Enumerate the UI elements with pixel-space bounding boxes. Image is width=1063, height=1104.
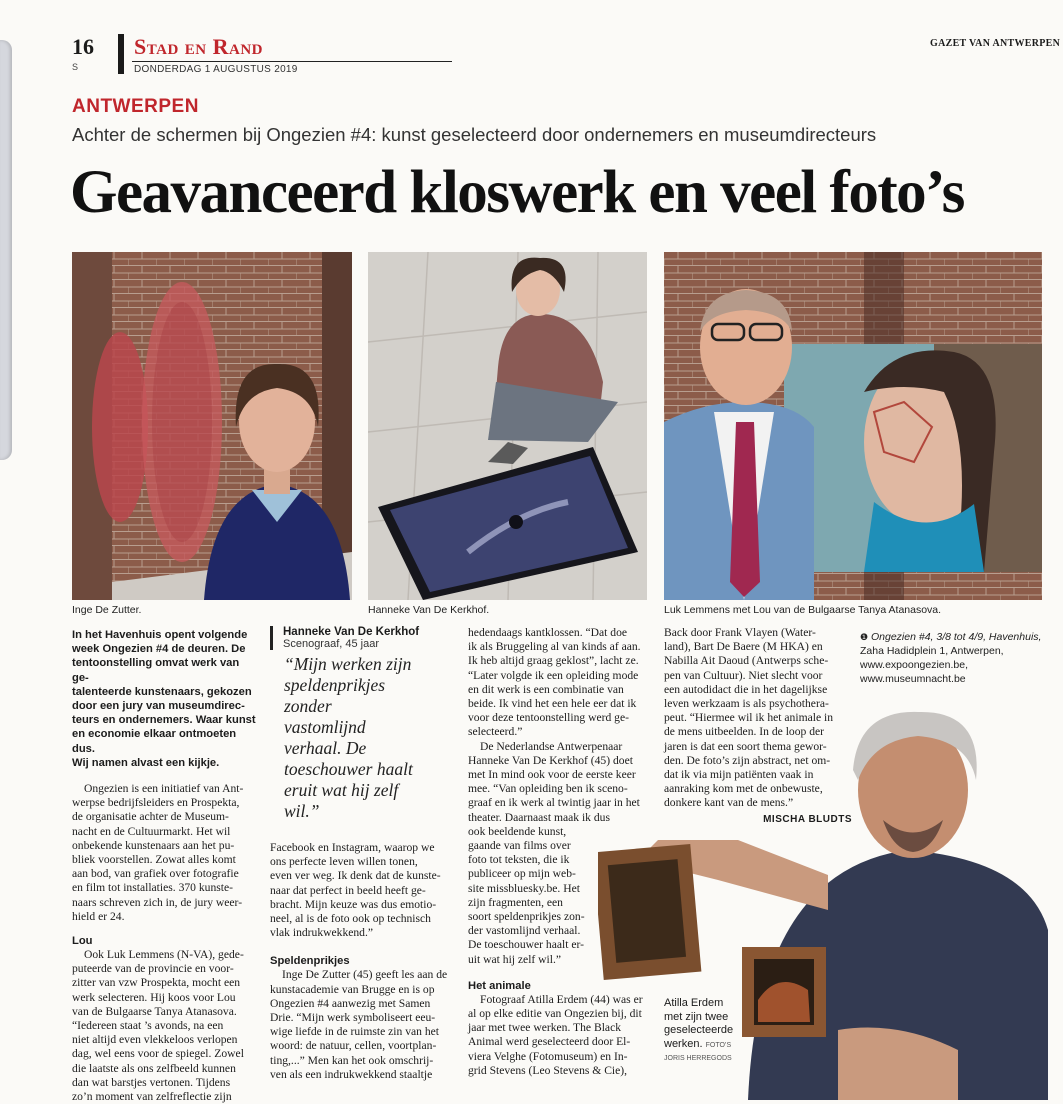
column-1 (72, 628, 256, 1104)
photo-caption-2: Hanneke Van De Kerkhof. (368, 604, 490, 616)
column-3 (468, 626, 656, 1078)
side-scroll-tab[interactable] (0, 40, 12, 460)
page-number: 16 (72, 34, 94, 59)
article-body-lou: Ook Luk Lemmens (N-VA), gede- puteerde van de provincie en voor- zitter van vzw Prospekta, mocht een werk selecteren. Hij koos voor Lou van de Bulgaarse Tanya Atanasova. “Iedereen staat ’s avonds, na een niet altijd even vlekkeloos verlopen dag, wel eens voor de spiegel. Zowel die laatste als ons zelfbeeld kunnen dan wat barstjes vertonen. Tijdens zo’n moment van zelfreflectie zijn (72, 948, 244, 1104)
subheading-het-animale: Het animale (468, 979, 531, 992)
newspaper-name: GAZET VAN ANTWERPEN (930, 38, 1061, 49)
link-museumnacht[interactable]: www.museumnacht.be (860, 673, 966, 685)
column-2 (270, 841, 456, 1082)
article-body-speldenprikjes: Inge De Zutter (45) geeft les aan de kunstacademie van Brugge en is op Ongezien #4 aanwezig met Samen Drie. “Mijn werk symboliseert eeu- wige liefde in de ruimste zin van het woord: de natuur, cellen, voortplan- ting,...” Men kan het ook omschrij- ven als een indrukwekkend staaltje (270, 968, 448, 1081)
article-subheadline: Achter de schermen bij Ongezien #4: kunst geselecteerd door ondernemers en museumdirecteurs (72, 124, 877, 145)
photo-luk-lemmens-with-lou (664, 252, 1042, 600)
article-lead: In het Havenhuis opent volgende week Ongezien #4 de deuren. De tentoonstelling omvat werk van ge- talenteerde kunstenaars, gekozen door een jury van museumdirec- teurs en ondernemers. Waar kunst en economie elkaar ontmoeten dus. Wij namen alvast een kijkje. (72, 629, 256, 769)
info-marker-icon: ❶ (860, 632, 869, 642)
article-headline: Geavanceerd kloswerk en veel foto’s (70, 159, 964, 226)
article-body-het-animale: Fotograaf Atilla Erdem (44) was er al op elke editie van Ongezien bij, dit jaar met twee werken. The Black Animal werd geselecteerd door El- viera Velghe (Fotomuseum) en In- grid Stevens (Leo Stevens & Cie), (468, 992, 643, 1077)
photo-hanneke-van-de-kerkhof (368, 252, 647, 600)
section-bar (118, 34, 124, 74)
photo-label: FOTO’S (705, 1041, 732, 1049)
article-body-col3: hedendaags kantklossen. “Dat doe ik als Bruggeling al van kinds af aan. Ik heb altijd graag geklost”, lacht ze. “Later volgde ik een opleiding mode en dit werk is een combinatie van beide. Ik vind het een hele eer dat ik voor deze tentoonstelling werd ge- selecteerd.” De Nederlandse Antwerpenaar Hanneke Van De Kerkhof (45) doet met In mind ook voor de eerste keer mee. “Van opleiding ben ik sceno- graaf en ik werk al twintig jaar in het theater. Daarnaast maak ik dus ook beeldende kunst, gaande van films over foto tot teksten, die ik publiceer op mijn web- site missbluesky.be. Het zijn fragmenten, een soort speldenprikjes zon- der vastomlijnd verhaal. De toeschouwer haalt er- uit wat hij zelf wil.” (468, 626, 641, 966)
quote-text: “Mijn werken zijn speldenprikjes zonder vastomlijnd verhaal. De toeschouwer haalt eruit wat hij zelf wil.” (284, 654, 413, 821)
info-box: ❶ Ongezien #4, 3/8 tot 4/9, Havenhuis, Zaha Hadidplein 1, Antwerpen, www.expoongezien.be, www.museumnacht.be (860, 630, 1050, 686)
quote-speaker-role: Scenograaf, 45 jaar (283, 638, 380, 650)
photo-caption-3: Luk Lemmens met Lou van de Bulgaarse Tanya Atanasova. (664, 604, 942, 616)
subheading-speldenprikjes: Speldenprikjes (270, 955, 350, 968)
article-byline: MISCHA BLUDTS (763, 813, 852, 825)
photo-caption-1: Inge De Zutter. (72, 604, 142, 616)
article-body-col4: Back door Frank Vlayen (Water- land), Bart De Baere (M HKA) en Nabilla Ait Daoud (Antwerps sche- pen van Cultuur). Niet slecht voor een autodidact die in het dagelijkse leven werkzaam is als psychothera- peut. “Hiermee wil ik het animale in de mens uitbeelden. In de loop der jaren is dat een soort thema gewor- den. De foto’s zijn abstract, net om- dat ik via mijn patiënten vaak in aanraking kom met de onbewuste, donkere kant van de mens.” (664, 626, 834, 810)
article-body-intro: Ongezien is een initiatief van Ant- werpse bedrijfsleiders en Prospekta, de organisatie achter de Museum- nacht en de Cultuurmarkt. Het wil onbekende kunstenaars aan het pu- bliek voorstellen. Zowat alles komt aan bod, van grafiek over fotografie en film tot installaties. 370 kunste- naars schreven zich in, de jury weer- hield er 24. (72, 782, 244, 923)
section-name: Stad en Rand (134, 34, 264, 59)
masthead-rule (132, 61, 452, 62)
photo-caption-4: Atilla Erdem met zijn twee geselecteerde werken. FOTO’S JORIS HERREGODS (664, 997, 746, 1066)
page-edition-letter: S (72, 62, 79, 72)
column-4 (664, 626, 852, 827)
photo-inge-de-zutter (72, 252, 352, 600)
article-body-col2: Facebook en Instagram, waarop we ons perfecte leven willen tonen, even ver weg. Ik denk dat de kunste- naar dat perfect in beeld heeft ge- bracht. Mijn keuze was dus emotio- neel, al is de foto ook op technisch vlak indrukwekkend.” (270, 841, 441, 940)
quote-speaker: Hanneke Van De Kerkhof (283, 626, 420, 638)
subheading-lou: Lou (72, 935, 93, 948)
photo-credit: JORIS HERREGODS (664, 1055, 732, 1062)
publication-date: DONDERDAG 1 AUGUSTUS 2019 (134, 64, 298, 75)
link-expoongezien[interactable]: www.expoongezien.be, (860, 659, 968, 671)
article-kicker: ANTWERPEN (72, 96, 199, 117)
pull-quote (270, 626, 456, 822)
